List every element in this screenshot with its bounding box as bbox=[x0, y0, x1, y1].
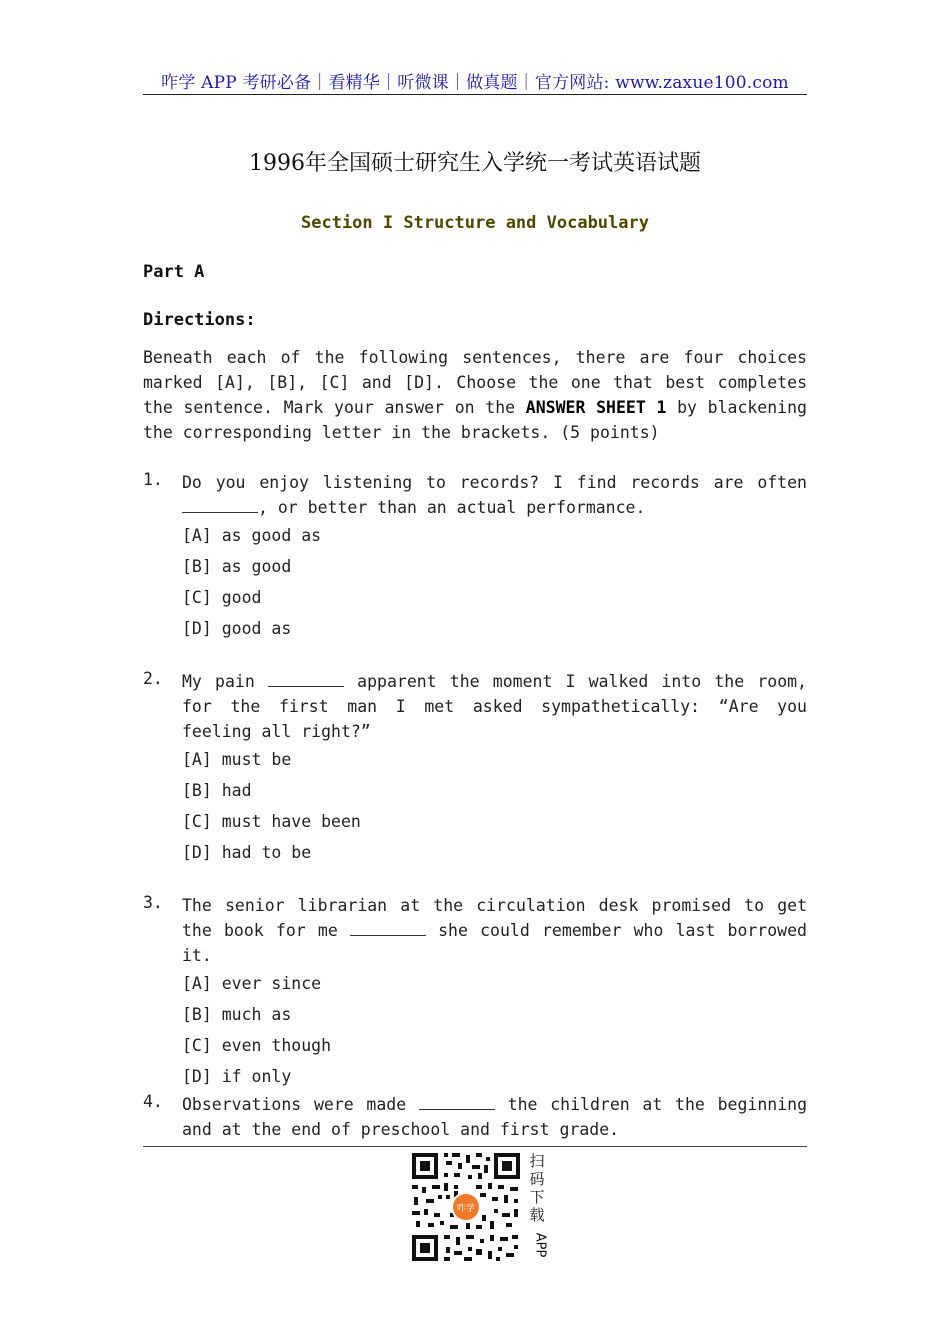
part-heading: Part A bbox=[143, 262, 205, 282]
answer-blank bbox=[350, 921, 426, 936]
question-3 bbox=[143, 893, 807, 1092]
question-number: 2. bbox=[143, 669, 163, 688]
option-c: [C] good bbox=[182, 588, 262, 607]
qr-caption: 扫 码 下 载 APP bbox=[529, 1152, 548, 1258]
qr-caption-app: APP bbox=[532, 1232, 548, 1258]
section-heading: Section I Structure and Vocabulary bbox=[301, 213, 649, 233]
question-stem: Observations were made the children at the beginning and at the end of preschool and first grade. bbox=[182, 1095, 807, 1139]
option-c: [C] even though bbox=[182, 1036, 332, 1055]
option-d: [D] if only bbox=[182, 1067, 292, 1086]
answer-sheet-label: ANSWER SHEET 1 bbox=[525, 398, 667, 417]
directions-label: Directions: bbox=[143, 310, 256, 330]
qr-logo-text: 咋学 bbox=[456, 1204, 476, 1214]
answer-blank bbox=[182, 498, 258, 513]
page-title: 1996年全国硕士研究生入学统一考试英语试题 bbox=[249, 151, 701, 176]
option-b: [B] had bbox=[182, 781, 252, 800]
option-a: [A] as good as bbox=[182, 526, 322, 545]
answer-blank bbox=[268, 672, 344, 687]
question-number: 4. bbox=[143, 1092, 163, 1111]
question-2 bbox=[143, 669, 807, 868]
question-number: 3. bbox=[143, 893, 163, 912]
question-number: 1. bbox=[143, 470, 163, 489]
question-stem: My pain apparent the moment I walked into the room, for the first man I met asked sympathetically: “Are you feeling all right?” bbox=[182, 672, 807, 741]
option-c: [C] must have been bbox=[182, 812, 361, 831]
question-1 bbox=[143, 470, 807, 644]
option-d: [D] good as bbox=[182, 619, 292, 638]
answer-blank bbox=[419, 1095, 495, 1110]
qr-code[interactable] bbox=[410, 1151, 522, 1263]
question-stem: The senior librarian at the circulation desk promised to get the book for me she could remember who last borrowed it. bbox=[182, 896, 807, 965]
header-divider bbox=[143, 94, 807, 95]
question-stem: Do you enjoy listening to records? I find records are often , or better than an actual performance. bbox=[182, 473, 807, 517]
option-a: [A] must be bbox=[182, 750, 292, 769]
header-banner: 咋学 APP 考研必备｜看精华｜听微课｜做真题｜官方网站: www.zaxue100.com bbox=[161, 73, 789, 93]
option-b: [B] much as bbox=[182, 1005, 292, 1024]
option-d: [D] had to be bbox=[182, 843, 312, 862]
footer-divider bbox=[143, 1146, 807, 1147]
question-4 bbox=[143, 1092, 807, 1142]
option-a: [A] ever since bbox=[182, 974, 322, 993]
option-b: [B] as good bbox=[182, 557, 292, 576]
directions-text: Beneath each of the following sentences, there are four choices marked [A], [B], [C] and [D]. Choose the one that best completes the sentence. Mark your answer on the ANSWER SHEET 1 by blackening the corresponding letter in the brackets. (5 points) bbox=[143, 348, 807, 442]
